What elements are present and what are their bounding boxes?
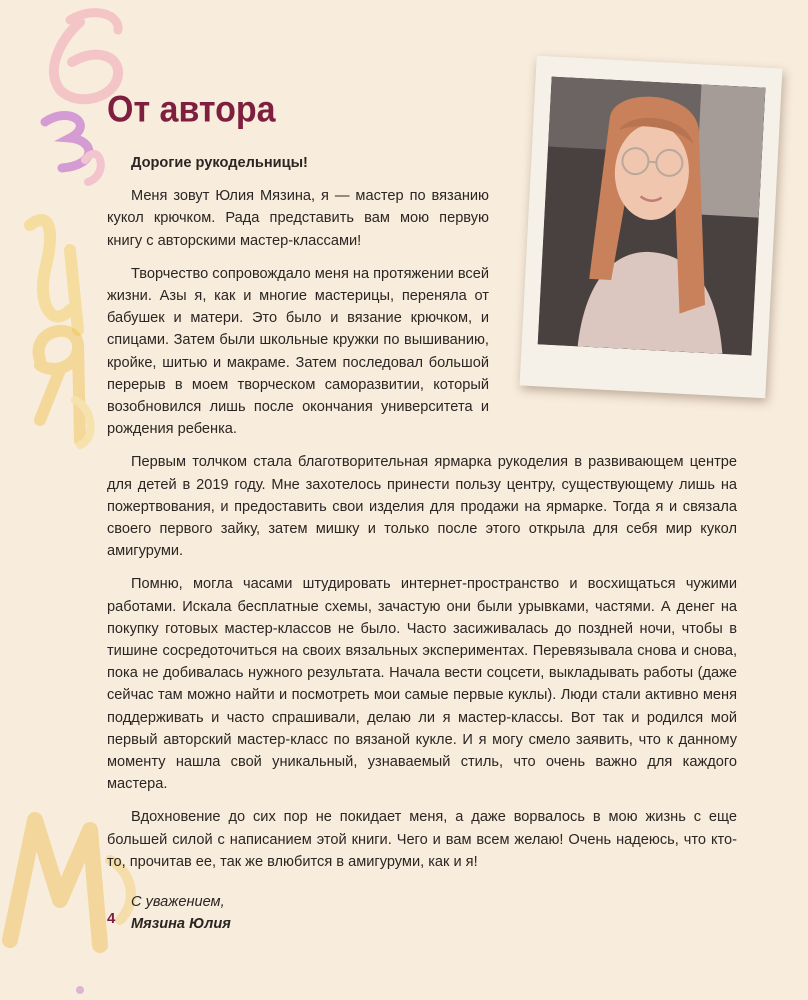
paragraph: Меня зовут Юлия Мязина, я — мастер по вязанию кукол крючком. Рада представить вам мою первую книгу с авторскими мастер-классами!: [107, 188, 489, 249]
signature: [107, 891, 737, 935]
page-title: От автора: [107, 89, 276, 131]
decorative-letter-b-icon: [54, 13, 118, 100]
article-body: [107, 152, 737, 936]
decorative-letter-ya-icon: [39, 331, 91, 445]
page-number: 4: [107, 910, 116, 927]
paragraph: Вдохновение до сих пор не покидает меня, а даже ворвалось в мою жизнь с еще большей силой с написанием этой книги. Чего и вам всем желаю! Очень надеюсь, что кто-то, прочитав ее, так же влюбится в амигуруми, как и я!: [107, 809, 737, 870]
paragraph: Первым толчком стала благотворительная ярмарка рукоделия в развивающем центре для детей в 2019 году. Мне захотелось принести пользу центру, существующему лишь на пожертвования, и предоставить свои изделия для продажи на ярмарке. Тогда я и связала своего первого зайку, затем мишку и только после этого открыла для себя мир кукол амигуруми.: [107, 454, 737, 560]
decorative-letter-z-icon: [45, 115, 101, 182]
paragraph: Творчество сопровождало меня на протяжении всей жизни. Азы я, как и многие мастерицы, переняла от бабушек и матери. Это было и вязание крючком, и спицами. Затем были школьные кружки по вышиванию, кройке, шитью и макраме. Затем последовал большой перерыв в моем творческом саморазвитии, который возобновился лишь после окончания университета и рождения ребенка.: [107, 265, 489, 438]
decorative-letter-u-icon: [30, 220, 78, 330]
greeting: Дорогие рукодельницы!: [131, 155, 308, 171]
regards-line: С уважением,: [131, 894, 225, 911]
author-name: Мязина Юлия: [131, 916, 231, 933]
paragraph: Помню, могла часами штудировать интернет-пространство и восхищаться чужими работами. Искала бесплатные схемы, зачастую они были урывками, частями. А денег на покупку готовых мастер-классов не было. Часто засиживалась до поздней ночи, чтобы в тишине сосредоточиться на своих вязальных экспериментах. Перевязывала снова и снова, пока не добивалась нужного результата. Начала вести соцсети, выкладывать работы (даже сейчас там можно найти и посмотреть мои самые первые куклы). Люди стали активно меня поддерживать и часто спрашивали, делаю ли я мастер-классы. Вот так и родился мой первый авторский мастер-класс по вязаной кукле. И я могу смело заявить, что к данному моменту нашла свой уникальный, узнаваемый стиль, что очень важно для каждого мастера.: [107, 576, 737, 793]
